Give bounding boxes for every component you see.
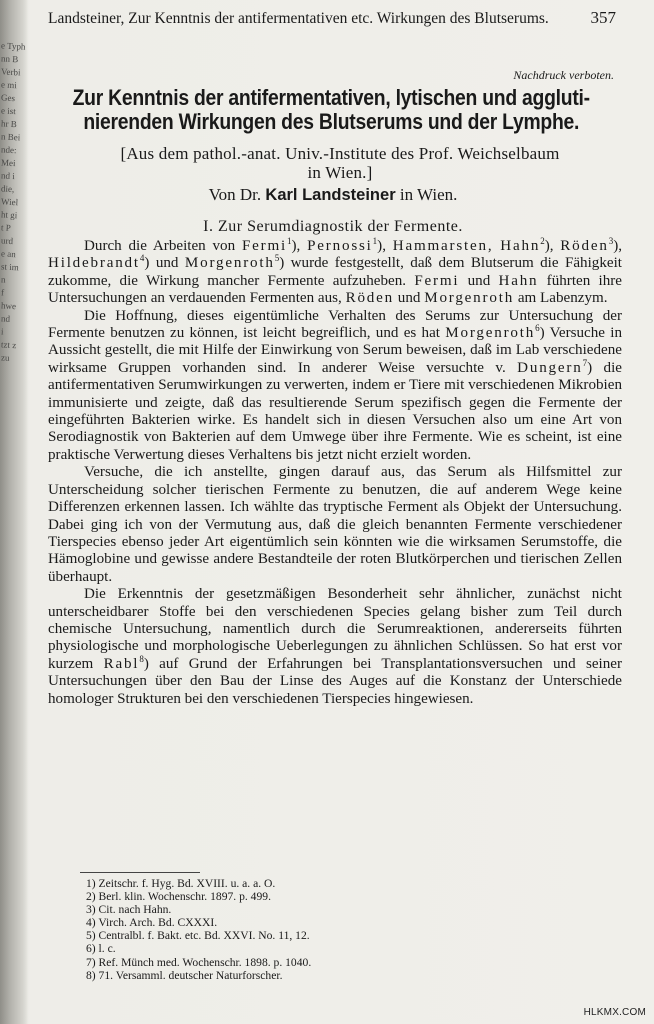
gutter-fragment: i xyxy=(0,326,4,337)
gutter-fragment: nd xyxy=(0,313,11,324)
text-run: und xyxy=(467,272,491,289)
footnote-marker: 1 xyxy=(287,235,292,246)
author-ref: Hahn xyxy=(498,272,539,289)
author-ref: Hahn xyxy=(500,238,541,254)
affiliation xyxy=(60,144,620,182)
footnote-7: 7) Ref. Münch med. Wochenschr. 1898. p. 1040. xyxy=(86,955,312,969)
gutter-fragment: e mi xyxy=(0,79,18,91)
binding-gutter xyxy=(0,0,28,1024)
gutter-fragment: st im xyxy=(0,261,20,273)
footnote-rule xyxy=(80,872,200,873)
gutter-fragment: n xyxy=(0,274,6,285)
text-run: Die Hoffnung, dieses eigentümliche Verhalten des Serums zur Untersuchung der Fermente benutzen zu können, ist leicht begreiflich, und es hat xyxy=(48,307,622,342)
author-prefix: Von Dr. xyxy=(208,185,262,204)
author-ref: Fermi xyxy=(241,238,287,254)
footnote-marker: 1 xyxy=(372,235,378,246)
reprint-notice: Nachdruck verboten. xyxy=(513,68,614,82)
gutter-fragment: die, xyxy=(0,183,15,195)
footnote-8: 8) 71. Versamml. deutscher Naturforscher. xyxy=(86,968,283,982)
footnote-4: 4) Virch. Arch. Bd. CXXXI. xyxy=(86,916,218,930)
text-run: wurde festgestellt, daß dem Blutserum die Fähigkeit zukomme, die Wirkung mancher Fermente aufzuheben. xyxy=(48,255,622,289)
author-ref: Röden xyxy=(560,238,609,254)
author-name: Karl Landsteiner xyxy=(265,186,396,204)
author-ref: Hildebrandt xyxy=(48,255,140,272)
author-ref: Dungern xyxy=(517,359,583,376)
affiliation-line-1: [Aus dem pathol.-anat. Univ.-Institute des Prof. Weichselbaum xyxy=(120,144,560,163)
footnote-marker: 6 xyxy=(535,323,540,333)
footnote-2: 2) Berl. klin. Wochenschr. 1897. p. 499. xyxy=(86,890,271,904)
gutter-fragment: t P xyxy=(0,222,12,233)
gutter-fragment: nde: xyxy=(0,144,17,156)
gutter-fragment: Verbi xyxy=(0,66,21,78)
gutter-fragment: hr B xyxy=(0,118,18,130)
footnote-1: 1) Zeitschr. f. Hyg. Bd. XVIII. u. a. a. O. xyxy=(86,877,276,890)
footnote-6: 6) l. c. xyxy=(86,942,116,956)
paragraph-2: Die Hoffnung, dieses eigentümliche Verhalten des Serums zur Untersuchung der Fermente benutzen zu können, ist leicht begreiflich, und es hat Morgenroth$^6$) Versuche in Aussicht gestellt, die mit Hilfe der Einwirkung von Serum beweisen, daß im Lab verschiedene wirksame Gruppen vorhanden sind. In anderer Weise versuchte v. Dungern$^7$) die antifermentativen Serumwirkungen zu verwerten, indem er Tiere mit verschiedenen Mikrobien immunisierte und zeigte, daß das resultierende Serum spezifisch gegen die Fermente der eingeführten Bakterien wirke. Es handelt sich in diesen Versuchen also um eine Art von Serodiagnostik von Bakterien auf dem Umwege über ihre Fermente. Wie es scheint, ist eine praktische Verwertung dieses Verhaltens bis jetzt nicht erzielt worden. xyxy=(48,307,622,463)
text-run: , xyxy=(382,238,386,254)
author-ref: Rabl xyxy=(103,655,140,672)
gutter-fragment: tzt z xyxy=(0,339,17,351)
gutter-fragment: Wiel xyxy=(0,196,19,208)
footnote-marker: 3 xyxy=(608,235,614,246)
paragraph-1: Durch die Arbeiten von Fermi$^1$), Pernossi$^1$), Hammarsten, Hahn$^2$), Röden$^3$), Hildebrandt$^4$) und Morgenroth$^5$) wurde festgestellt, daß dem Blutserum die Fähigkeit zukomme, die Wirkung mancher Fermente aufzuheben. Fermi und Hahn führten ihre Untersuchungen an verdauenden Fermenten aus, Röden und Morgenroth am Labenzym. xyxy=(48,235,623,307)
text-run: Versuche in Aussicht gestellt, die mit Hilfe der Einwirkung von Serum beweisen, daß im Lab verschiedene wirksame Gruppen vorhanden sind. In anderer Weise versuchte v. xyxy=(48,325,622,376)
title-line-1: Zur Kenntnis der antifermentativen, lytischen und aggluti- xyxy=(72,85,590,110)
paragraph-3: Versuche, die ich anstellte, gingen darauf aus, das Serum als Hilfsmittel zur Unterscheidung solcher tierischen Fermente zu benutzen, die auf anderem Wege keine Differenzen erkennen lassen. Ich wählte das tryptische Ferment als Objekt der Untersuchung. Dabei ging ich von der Vermutung aus, daß die gleich benannten Fermente verschiedener Tierspecies ebenso jeder Art eigentümlich sein könnten wie die wirksamen Serumstoffe, die Hämoglobine und gewisse andere Bestandteile der roten Blutkörperchen und tierischen Zellen überhaupt. xyxy=(48,464,622,585)
text-run: , xyxy=(549,238,554,254)
author-ref: Hammarsten, xyxy=(392,238,494,254)
author-ref: Morgenroth xyxy=(424,290,515,307)
footnote-marker: 7 xyxy=(582,357,588,368)
footnote-marker: 8 xyxy=(139,653,144,664)
author-ref: Morgenroth xyxy=(184,255,275,272)
text-run: und xyxy=(397,290,421,307)
watermark: HLKMX.COM xyxy=(583,1007,646,1018)
gutter-fragment: Mei xyxy=(0,157,16,169)
gutter-fragments xyxy=(0,40,26,365)
text-run: Die Erkenntnis der gesetzmäßigen Besonderheit sehr ähnlicher, zunächst nicht unterscheidbarer Stoffe bei den verschiedenen Species gelang bisher zum Teil durch chemische Untersuchung, namentlich durch die Serumreaktionen, andererseits führten physiologische und morphologische Ueberlegungen zu ähnlichen Schlüssen. So hat erst vor kurzem xyxy=(48,586,622,672)
page-number: 357 xyxy=(590,8,616,27)
footnotes xyxy=(86,877,446,982)
gutter-fragment: nn B xyxy=(0,53,19,65)
footnote-marker: 5 xyxy=(274,253,280,264)
gutter-fragment: e an xyxy=(0,248,17,260)
text-run: auf Grund der Erfahrungen bei Transplantationsversuchen und seiner Untersuchungen über den Bau der Linse des Auges auf die Konstanz der Unterschiede homologer Strukturen bei den verschiedenen Tierspecies hingewiesen. xyxy=(48,655,622,707)
affiliation-line-2: in Wien.] xyxy=(307,163,373,182)
text-run: die antifermentativen Serumwirkungen zu verwerten, indem er Tiere mit verschiedenen Mikrobien immunisierte und zeigte, daß das resultierende Serum spezifisch gegen die Fermente der eingeführten Bakterien wirke. Es handelt sich in diesen Versuchen also um eine Art von Serodiagnostik von Bakterien auf dem Umwege über ihre Fermente. Wie es scheint, ist eine praktische Verwertung dieses Verhaltens bis jetzt nicht erzielt worden. xyxy=(48,359,622,463)
author-ref: Pernossi xyxy=(307,238,373,254)
gutter-fragment: urd xyxy=(0,235,14,247)
text-run: Durch die Arbeiten von xyxy=(84,238,236,254)
paragraph-4: Die Erkenntnis der gesetzmäßigen Besonderheit sehr ähnlicher, zunächst nicht unterscheidbarer Stoffe bei den verschiedenen Species gelang bisher zum Teil durch chemische Untersuchung, namentlich durch die Serumreaktionen, andererseits führten physiologische und morphologische Ueberlegungen zu ähnlichen Schlüssen. So hat erst vor kurzem Rabl$^8$) auf Grund der Erfahrungen bei Transplantationsversuchen und seiner Untersuchungen über den Bau der Linse des Auges auf die Konstanz der Unterschiede homologer Strukturen bei den verschiedenen Tierspecies hingewiesen. xyxy=(48,586,622,707)
footnote-marker: 4 xyxy=(139,253,145,264)
section-heading: I. Zur Serumdiagnostik der Fermente. xyxy=(203,218,463,235)
title-line-2: nierenden Wirkungen des Blutserums und der Lymphe. xyxy=(83,109,580,134)
running-header xyxy=(48,8,616,30)
running-title: Landsteiner, Zur Kenntnis der antifermentativen etc. Wirkungen des Blutserums. xyxy=(48,10,549,27)
author-ref: Morgenroth xyxy=(445,325,536,342)
author-line xyxy=(48,185,618,205)
gutter-fragment: zu xyxy=(0,352,10,363)
gutter-fragment: n Bei xyxy=(0,131,21,143)
gutter-fragment: f xyxy=(0,287,5,298)
text-run: führten ihre Untersuchungen an verdauenden Fermenten aus, xyxy=(48,272,622,307)
gutter-fragment: nd i xyxy=(0,170,16,182)
author-suffix: in Wien. xyxy=(399,185,458,204)
footnote-5: 5) Centralbl. f. Bakt. etc. Bd. XXVI. No. 11, 12. xyxy=(86,929,310,943)
text-run: , xyxy=(618,238,623,254)
author-ref: Röden xyxy=(345,290,395,307)
author-ref: Fermi xyxy=(414,272,460,289)
article-title xyxy=(44,86,618,134)
text-run: am Labenzym. xyxy=(517,290,608,307)
footnote-3: 3) Cit. nach Hahn. xyxy=(86,903,172,917)
gutter-fragment: Ges xyxy=(0,92,16,104)
footnote-marker: 2 xyxy=(540,235,545,246)
text-run: , xyxy=(296,238,301,254)
gutter-fragment: hwe xyxy=(0,300,17,312)
body-text xyxy=(48,235,623,708)
gutter-fragment: ht gi xyxy=(0,209,18,221)
gutter-fragment: e Typh xyxy=(0,40,26,52)
gutter-fragment: e ist xyxy=(0,105,17,117)
text-run: und xyxy=(155,255,179,272)
